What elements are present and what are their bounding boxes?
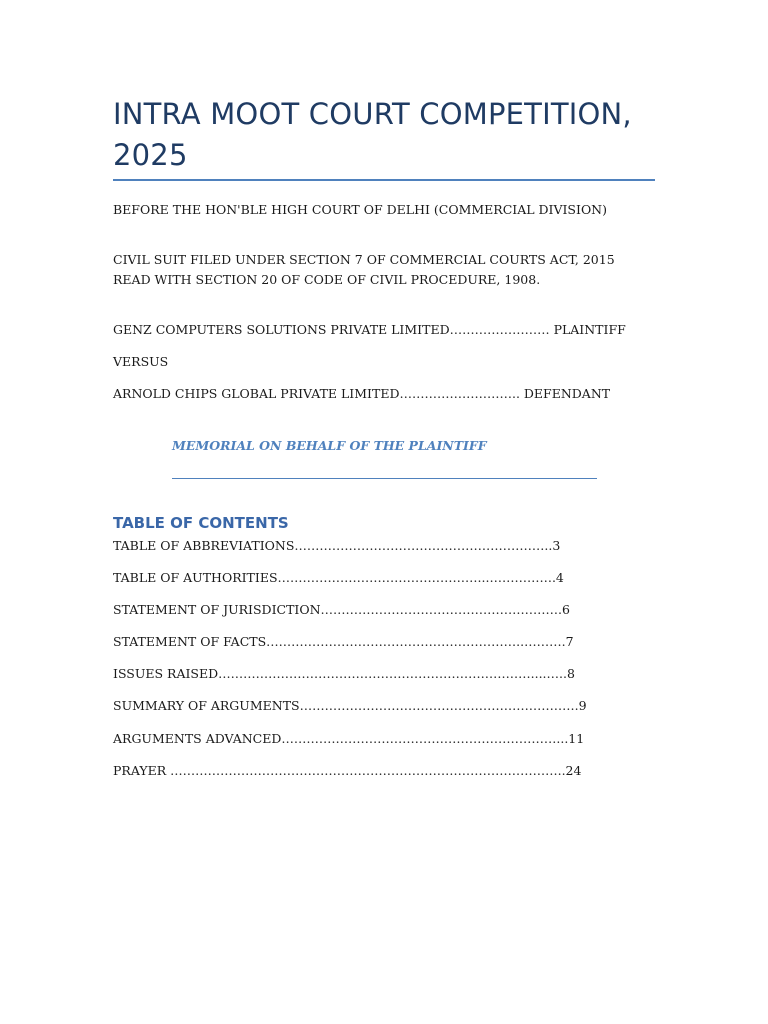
plaintiff-line: GENZ COMPUTERS SOLUTIONS PRIVATE LIMITED…………………… PLAINTIFF [113, 322, 626, 337]
versus-line: VERSUS [113, 354, 169, 369]
court-line: BEFORE THE HON'BLE HIGH COURT OF DELHI (COMMERCIAL DIVISION) [113, 202, 608, 217]
suit-line-2: READ WITH SECTION 20 OF CODE OF CIVIL PROCEDURE, 1908. [113, 272, 541, 287]
document-title: INTRA MOOT COURT COMPETITION, 2025 [113, 97, 632, 172]
toc-entry-issues[interactable]: ISSUES RAISED…………………………………………………………………....…..8 [113, 666, 575, 681]
toc-entry-arguments[interactable]: ARGUMENTS ADVANCED…………………………………………………………...11 [113, 731, 585, 746]
toc-heading: TABLE OF CONTENTS [113, 514, 289, 532]
toc-entry-prayer[interactable]: PRAYER …………………………………………………………………………………..24 [113, 763, 582, 778]
toc-entry-abbreviations[interactable]: TABLE OF ABBREVIATIONS……………………………………………………..3 [113, 538, 561, 553]
toc-entry-authorities[interactable]: TABLE OF AUTHORITIES…………………………………………...…………….4 [113, 570, 564, 585]
defendant-line: ARNOLD CHIPS GLOBAL PRIVATE LIMITED……………………….. DEFENDANT [113, 386, 611, 401]
title-underline [113, 179, 655, 181]
suit-line-1: CIVIL SUIT FILED UNDER SECTION 7 OF COMMERCIAL COURTS ACT, 2015 [113, 252, 615, 267]
memorial-underline [172, 478, 597, 479]
memorial-heading: MEMORIAL ON BEHALF OF THE PLAINTIFF [172, 438, 487, 453]
toc-entry-jurisdiction[interactable]: STATEMENT OF JURISDICTION………………………………………………….6 [113, 602, 570, 617]
toc-entry-summary[interactable]: SUMMARY OF ARGUMENTS………………………………………………………….9 [113, 698, 587, 713]
toc-entry-facts[interactable]: STATEMENT OF FACTS……………………………………………………..……….7 [113, 634, 574, 649]
